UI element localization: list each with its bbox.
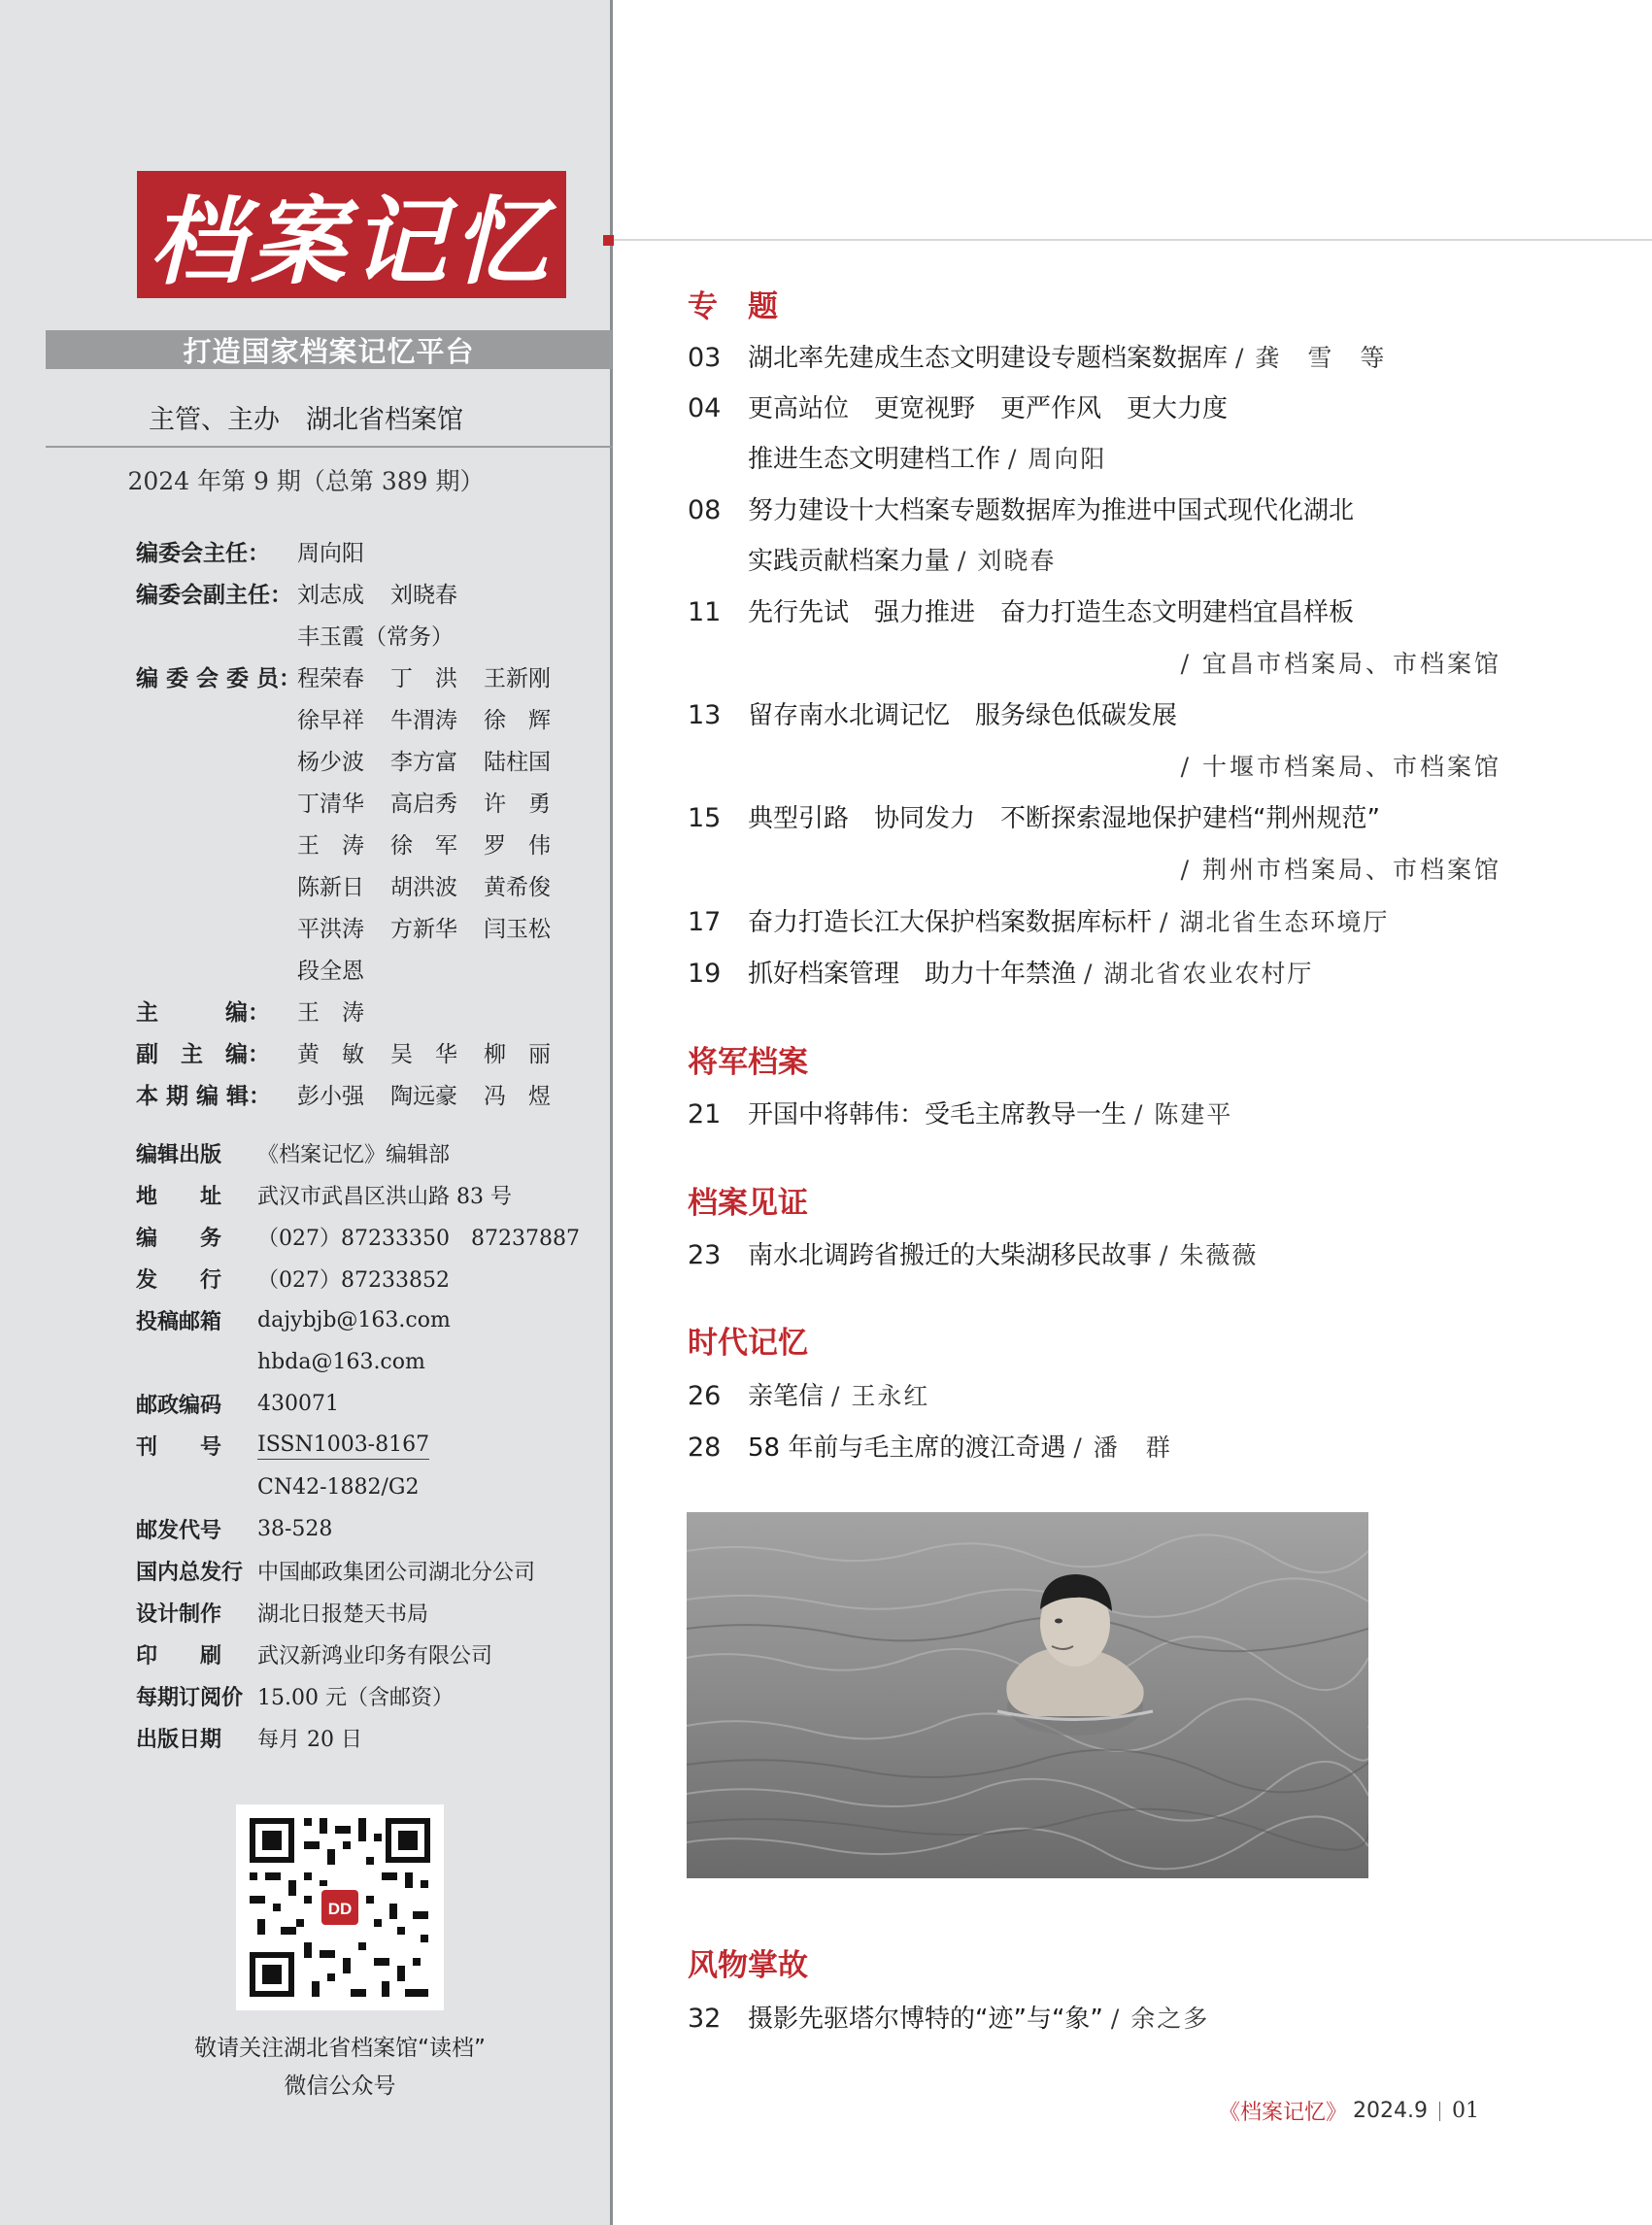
magazine-logo: [137, 171, 566, 298]
wechat-qr-code: [236, 1804, 444, 2010]
page-number: 01: [1452, 2099, 1479, 2123]
board-row: 丰玉霞（常务）: [297, 624, 454, 650]
pub-row: CN42-1882/G2: [257, 1475, 420, 1500]
logo-text: 档案记忆: [149, 186, 554, 298]
pub-row: hbda@163.com: [257, 1350, 425, 1374]
board-row: 副 主 编： 黄 敏 吴 华 柳 丽: [136, 1042, 551, 1067]
divider: [46, 446, 612, 448]
toc-entry-author: / 宜昌市档案局、市档案馆: [1180, 650, 1501, 678]
toc-entry[interactable]: 03 湖北率先建成生态文明建设专题档案数据库 / 龚 雪 等: [688, 343, 1387, 373]
toc-entry[interactable]: 17 奋力打造长江大保护档案数据库标杆 / 湖北省生态环境厅: [688, 907, 1390, 937]
toc-entry[interactable]: 28 58 年前与毛主席的渡江奇遇 / 潘 群: [688, 1433, 1172, 1463]
section-heading: 专 题: [688, 289, 778, 324]
svg-text:DD: DD: [327, 1900, 353, 1918]
board-row: 编委会主任： 周向阳: [136, 541, 364, 566]
toc-entry-author: / 十堰市档案局、市档案馆: [1180, 753, 1501, 781]
toc-entry-author: / 荆州市档案局、市档案馆: [1180, 856, 1501, 884]
board-row: 徐早祥 牛渭涛 徐 辉: [297, 708, 551, 733]
publication-info: [136, 1132, 602, 1759]
pub-row: 编 务 （027）87233350 87237887: [136, 1227, 580, 1251]
pub-row: 每期订阅价 15.00 元（含邮资）: [136, 1686, 454, 1710]
swimming-photo: [687, 1512, 1368, 1878]
board-row: 王 涛 徐 军 罗 伟: [297, 833, 551, 859]
toc-entry[interactable]: 26 亲笔信 / 王永红: [688, 1381, 930, 1411]
pub-row: 投稿邮箱 dajybjb@163.com: [136, 1308, 451, 1334]
pub-row: 设计制作 湖北日报楚天书局: [136, 1602, 429, 1627]
qr-caption-line: 敬请关注湖北省档案馆“读档”: [194, 2036, 486, 2061]
sponsor-line: 主管、主办 湖北省档案馆: [149, 405, 463, 435]
toc-entry-continued: 推进生态文明建档工作 / 周向阳: [748, 445, 1107, 474]
qr-caption: [0, 2030, 680, 2106]
pub-row: 地 址 武汉市武昌区洪山路 83 号: [136, 1185, 512, 1209]
toc-entry[interactable]: 32 摄影先驱塔尔博特的“迹”与“象” / 余之多: [688, 2004, 1210, 2034]
pub-row: 印 刷 武汉新鸿业印务有限公司: [136, 1644, 493, 1669]
toc-entry[interactable]: 13 留存南水北调记忆 服务绿色低碳发展: [688, 700, 1178, 730]
toc-entry[interactable]: 19 抓好档案管理 助力十年禁渔 / 湖北省农业农村厅: [688, 959, 1314, 989]
board-row: 平洪涛 方新华 闫玉松: [297, 917, 551, 942]
toc-entry[interactable]: 15 典型引路 协同发力 不断探索湿地保护建档“荆州规范”: [688, 803, 1380, 833]
section-heading: 档案见证: [688, 1186, 808, 1221]
pub-row: 出版日期 每月 20 日: [136, 1728, 362, 1752]
toc-entry[interactable]: 11 先行先试 强力推进 奋力打造生态文明建档宜昌样板: [688, 597, 1355, 627]
pub-row: 发 行 （027）87233852: [136, 1268, 450, 1293]
board-row: 杨少波 李方富 陆柱国: [297, 750, 551, 775]
slogan-banner: 打造国家档案记忆平台: [46, 330, 612, 369]
board-row: 主 编： 王 涛: [136, 1000, 364, 1026]
board-row: 段全恩: [297, 959, 364, 984]
board-row: 本 期 编 辑： 彭小强 陶远豪 冯 煜: [136, 1084, 551, 1109]
header-rule-marker: [603, 235, 614, 246]
section-heading: 将军档案: [688, 1045, 808, 1080]
toc-entry[interactable]: 21 开国中将韩伟：受毛主席教导一生 / 陈建平: [688, 1099, 1233, 1129]
footer-separator: [1439, 2102, 1440, 2121]
pub-row: 邮政编码 430071: [136, 1392, 339, 1418]
pub-row: 国内总发行 中国邮政集团公司湖北分公司: [136, 1561, 536, 1585]
toc-entry[interactable]: 04 更高站位 更宽视野 更严作风 更大力度: [688, 393, 1229, 423]
toc-entry[interactable]: 23 南水北调跨省搬迁的大柴湖移民故事 / 朱薇薇: [688, 1240, 1259, 1270]
issue-number: 2024 年第 9 期（总第 389 期）: [127, 467, 485, 495]
board-row: 编 委 会 委 员： 程荣春 丁 洪 王新刚: [136, 666, 551, 691]
header-rule: [613, 239, 1652, 241]
footer-magazine: 《档案记忆》: [1219, 2101, 1348, 2125]
footer-issue: 2024.9: [1353, 2099, 1428, 2123]
editorial-board: [136, 530, 602, 1115]
board-row: 编委会副主任： 刘志成 刘晓春: [136, 583, 457, 608]
board-row: 陈新日 胡洪波 黄希俊: [297, 875, 551, 900]
qr-caption-line: 微信公众号: [284, 2073, 396, 2099]
pub-row: 编辑出版 《档案记忆》编辑部: [136, 1143, 451, 1167]
pub-row: 刊 号 ISSN1003-8167: [136, 1432, 430, 1460]
section-heading: 风物掌故: [688, 1948, 808, 1983]
toc-entry[interactable]: 08 努力建设十大档案专题数据库为推进中国式现代化湖北: [688, 495, 1355, 525]
pub-row: 邮发代号 38-528: [136, 1517, 333, 1543]
page-footer: [1219, 2096, 1479, 2126]
board-row: 丁清华 高启秀 许 勇: [297, 792, 551, 817]
toc-entry-continued: 实践贡献档案力量 / 刘晓春: [748, 547, 1057, 576]
section-heading: 时代记忆: [688, 1326, 808, 1361]
